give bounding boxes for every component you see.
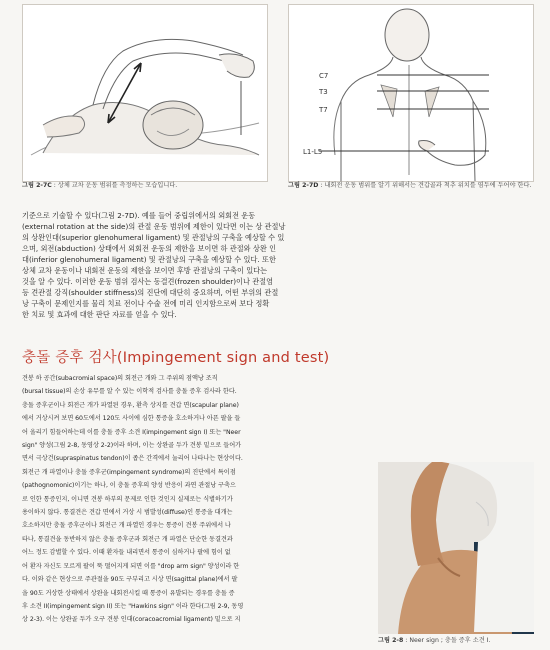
text-line: 한 치료 및 효과에 대한 판단 자료를 얻을 수 있다.	[22, 310, 177, 320]
text-line: 타나, 통결견을 동반하지 않은 충돌 증후군과 회전근 개 파열은 단순한 동결견과	[22, 535, 233, 543]
text-line: 의 상완인대(superior glenohumeral ligament) 및 관절낭의 구축을 예상할 수 있	[22, 233, 285, 243]
figure-2-8-photo	[378, 462, 534, 634]
text-line: 용이하지 않다. 통결견은 견갑 면에서 거상 시 범발성(diffuse)인 통증을 대개는	[22, 509, 233, 517]
figure-2-7c-illustration	[23, 5, 267, 181]
text-line: 상체 교차 운동이나 내회전 운동의 제한을 보이면 후방 관절낭의 구축이 있다는	[22, 266, 268, 276]
text-line: 충돌 증후군이나 회전근 개가 파열된 경우, 환측 상지를 견갑 면(scapular plane)	[22, 401, 239, 409]
text-line: 후 소견 II(impingement sign II) 또는 "Hawkins sign" 이라 한다(그림 2-9, 동영	[22, 602, 244, 610]
text-line: 면서 극상건(supraspinatus tendon)이 좁은 간격에서 눌리어 나타나는 현상이다.	[22, 455, 243, 463]
figure-2-7c	[22, 4, 268, 182]
text-line: 어느 정도 감별할 수 있다. 이때 환자들 내리면서 통증이 심하거나 팔에 힘이 없	[22, 549, 231, 557]
spine-label-t7: T7	[319, 106, 328, 114]
figure-2-7d-illustration	[289, 5, 533, 181]
text-line: 낭 구축이 문제인지를 물리 치료 전이나 수술 전에 미리 인지함으로써 보다 정확	[22, 299, 270, 309]
spine-label-t3: T3	[319, 88, 328, 96]
text-line: (pathognomonic)이기는 하나, 이 충돌 증후의 양성 반응이 과연 관절낭 구축으	[22, 482, 236, 490]
text-line: 기준으로 기술할 수 있다(그림 2-7D). 예를 들어 중립위에서의 외회전 운동	[22, 211, 256, 220]
text-line: sign" 양성(그림 2-8, 동영상 2-2)이라 하며, 이는 상완골 두가 견봉 밑으로 들어가	[22, 442, 242, 450]
text-line: (bursal tissue)의 손상 유무를 알 수 있는 이학적 검사를 충돌 증후 검사라 한다.	[22, 388, 237, 396]
figure-2-7d-caption	[288, 182, 536, 190]
text-line: 등 견관절 강직(shoulder stiffness)의 진단에 대단히 중요하며, 어떤 부위의 관절	[22, 288, 279, 298]
figure-2-8-caption-text: : Neer sign ; 충돌 증후 소견 I.	[405, 637, 491, 644]
figure-2-7d	[288, 4, 534, 182]
text-line: 어 환자 자신도 모르게 팔이 뚝 떨어지게 되면 이를 "drop arm sign" 양성이라 한	[22, 562, 240, 570]
figure-2-8-caption	[378, 637, 548, 645]
text-line: 로 인한 통증인지, 이니면 견봉 하부의 문제로 인한 것인지 실제로는 식별하기가	[22, 495, 233, 503]
figure-2-7d-caption-text: : 내회전 운동 범위를 알기 위해서는 견갑골과 척추 위치를 염두에 두어야 한다.	[320, 182, 532, 189]
body-paragraph-1	[22, 210, 530, 320]
figure-2-7d-caption-label: 그림 2-7D	[288, 182, 319, 189]
spine-label-l1-l5: L1-L5	[303, 148, 323, 156]
text-line: 으며, 외전(abduction) 상태에서 외회전 운동의 제한을 보이면 하 관절와 상완 인	[22, 244, 277, 254]
figure-2-8-caption-label: 그림 2-8	[378, 637, 404, 644]
body-paragraph-2	[22, 372, 367, 627]
text-line: 어 올리기 힘들어하는데 이를 충돌 증후 소견 I(impingement sign I) 또는 "Neer	[22, 428, 241, 436]
text-line: 다. 이와 같은 현상으로 주관절을 90도 구부리고 시상 면(sagittal plane)에서 팔	[22, 576, 238, 584]
text-line: 회전근 개 파열이나 충돌 증후군(impingement syndrome)의 진단에서 특이점	[22, 468, 236, 476]
text-line: 것을 알 수 있다. 이러한 운동 범위 검사는 동결견(frozen shoulder)이나 관절염	[22, 277, 274, 287]
section-heading: 충돌 증후 검사(Impingement sign and test)	[22, 350, 330, 366]
text-line: 견봉 하 공간(subacromial space)의 회전근 개와 그 주위의 점액낭 조직	[22, 375, 218, 382]
spine-label-c7: C7	[319, 72, 329, 80]
figure-2-7c-caption-text: : 상체 교차 운동 범위를 측정하는 모습입니다.	[53, 182, 178, 189]
text-line: 에서 거상시켜 보면 60도에서 120도 사이에 심한 통증을 호소하거나 아픈 팔을 들	[22, 415, 241, 423]
text-line: 호소하지만 충돌 증후군이나 회전근 개 파열인 경우는 통증이 견봉 주위에서 나	[22, 522, 231, 530]
text-line: 대(inferior glenohumeral ligament) 및 관절낭의 구축을 예상할 수 있다. 또한	[22, 255, 276, 265]
text-line: 을 90도 거상한 상태에서 상완을 내회전시킬 때 통증이 유발되는 경우를 충돌 증	[22, 589, 235, 597]
figure-2-7c-caption	[22, 182, 272, 190]
figure-2-8-illustration	[378, 462, 534, 634]
figure-2-7c-caption-label: 그림 2-7C	[22, 182, 52, 189]
text-line: 상 2-3). 이는 상완골 두가 오구 견봉 인대(coracoacromial ligament) 밑으로 지	[22, 616, 241, 624]
text-line: (external rotation at the side)의 관절 운동 범위에 제한이 있다면 이는 상 관절낭	[22, 222, 286, 232]
